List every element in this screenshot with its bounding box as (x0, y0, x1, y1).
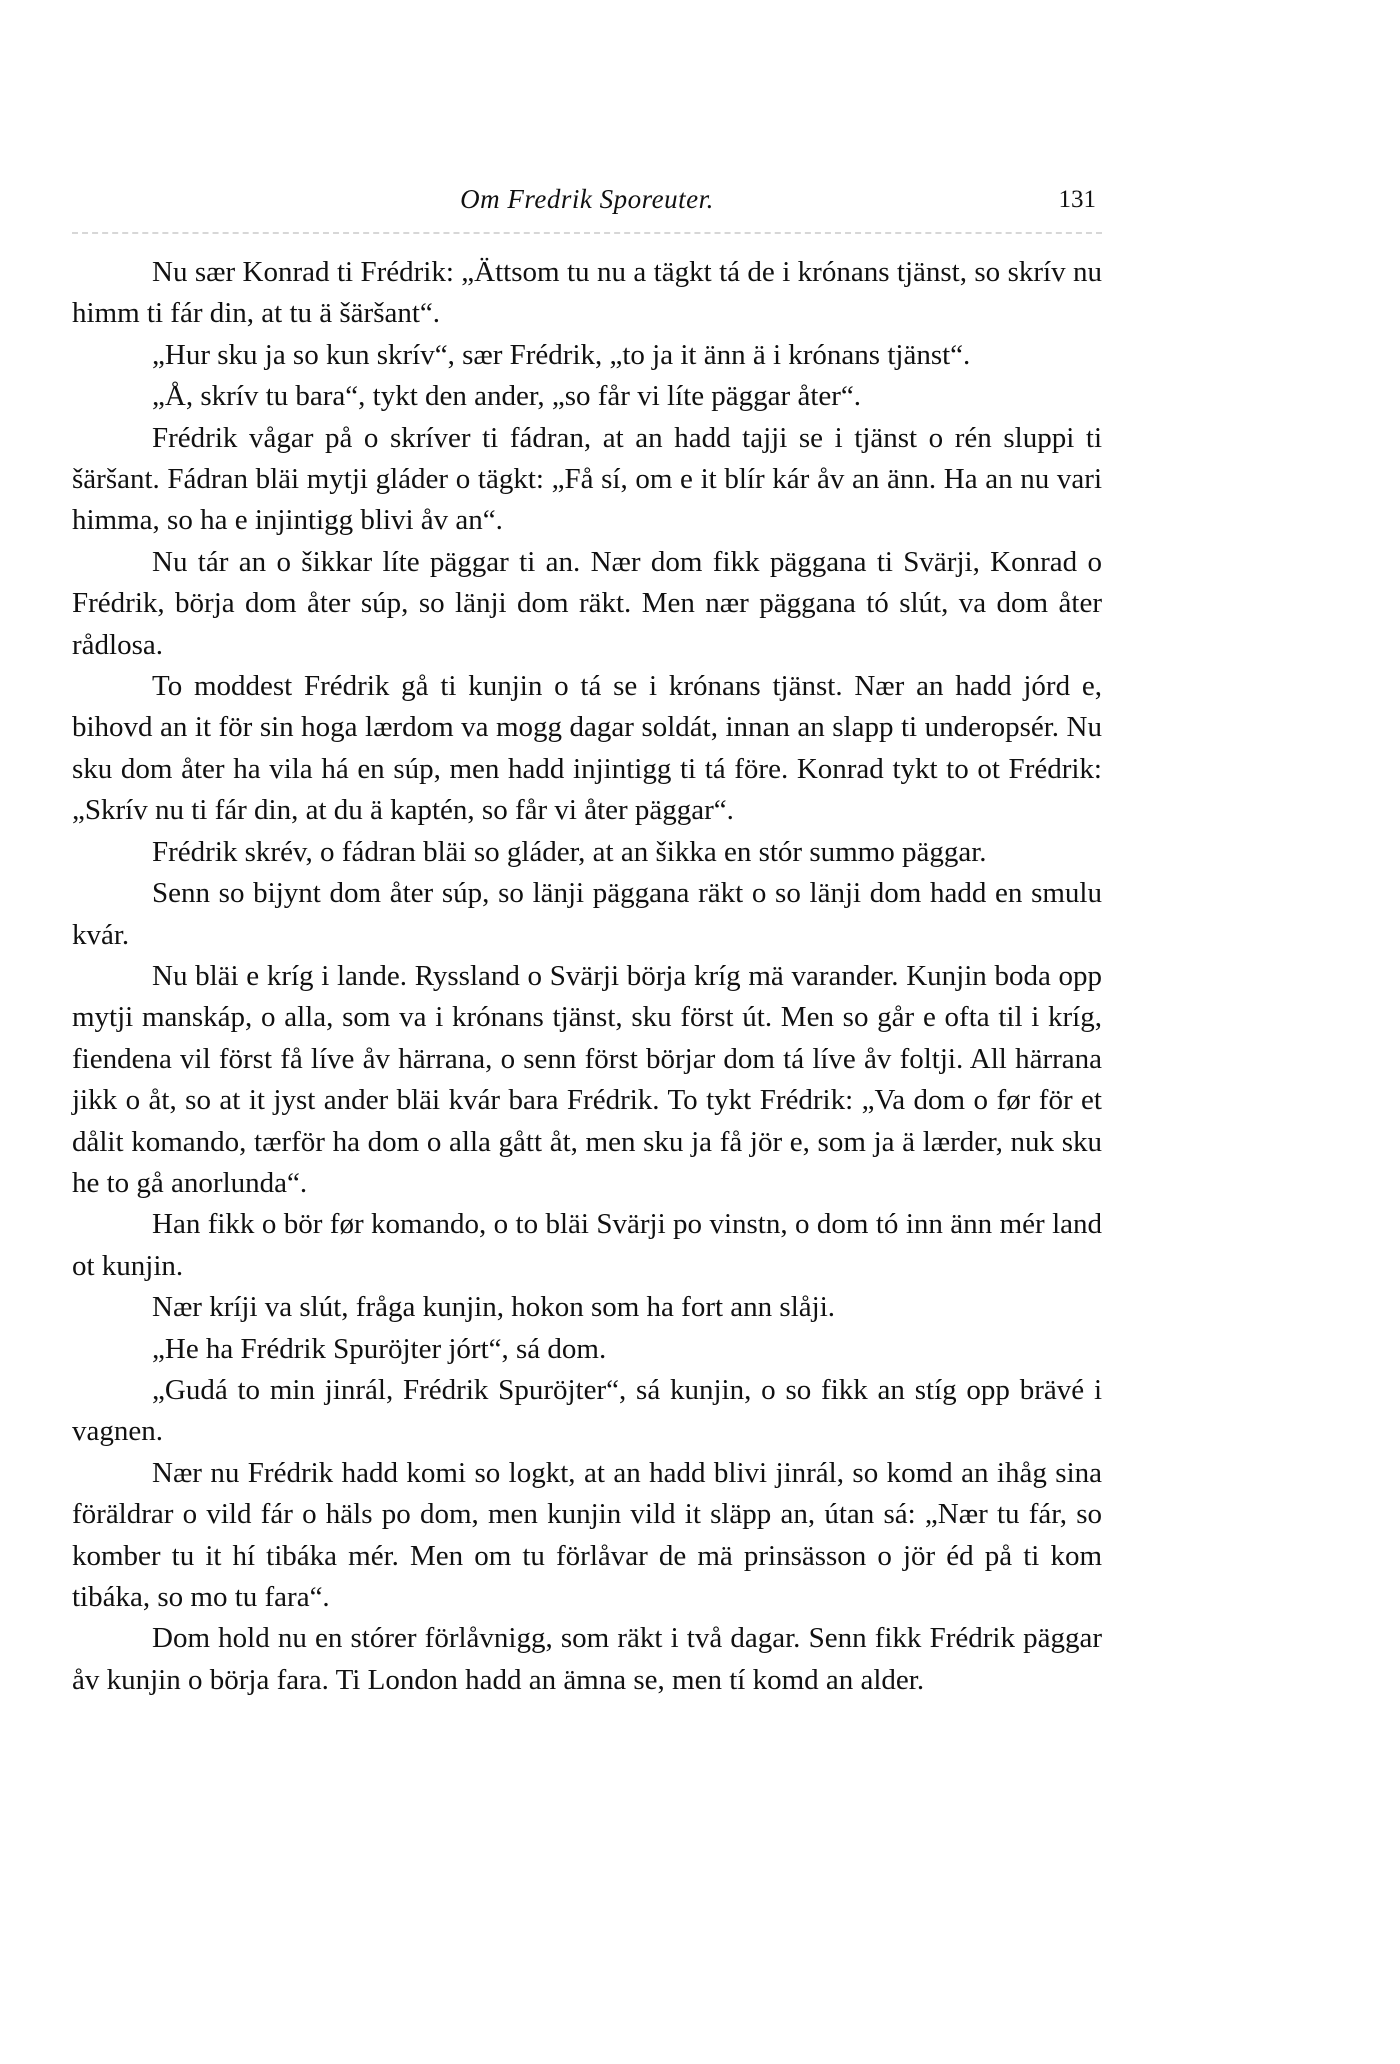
paragraph: Nær nu Frédrik hadd komi so logkt, at an hadd blivi jinrál, so komd an ihåg sina föräldrar o vild fár o häls po dom, men kunjin vild it släpp an, útan sá: „Nær tu fár, so komber tu it hí tibáka mér. Men om tu förlåvar de mä prinsässon o jör éd på ti kom tibáka, so mo tu fara“. (72, 1456, 1102, 1613)
running-head-title: Om Fredrik Sporeuter. (460, 184, 714, 214)
paragraph: Nu tár an o šikkar líte päggar ti an. Nær dom fikk päggana ti Svärji, Konrad o Frédrik, börja dom åter súp, so länji dom räkt. Men nær päggana tó slút, va dom åter rådlosa. (72, 545, 1102, 661)
paragraph: Senn so bijynt dom åter súp, so länji päggana räkt o so länji dom hadd en smulu kvár. (72, 877, 1102, 951)
running-head (72, 184, 1102, 224)
paragraph: „He ha Frédrik Spuröjter jórt“, sá dom. (152, 1332, 607, 1365)
paragraph: Nu bläi e kríg i lande. Ryssland o Svärji börja kríg mä varander. Kunjin boda opp mytji manskáp, o alla, som va i krónans tjänst, sku först út. Men so går e ofta til i kríg, fiendena vil först få líve åv härrana, o senn först börjar dom tá líve åv foltji. All härrana jikk o åt, so at it jyst ander bläi kvár bara Frédrik. To tykt Frédrik: „Va dom o før för et dålit komando, tærför ha dom o alla gått åt, men sku ja få jör e, som ja ä lærder, nuk sku he to gå anorlunda“. (72, 959, 1102, 1199)
paragraph: Nu sær Konrad ti Frédrik: „Ättsom tu nu a tägkt tá de i krónans tjänst, so skrív nu himm ti fár din, at tu ä šäršant“. (72, 256, 1102, 330)
paragraph: Dom hold nu en stórer förlåvnigg, som räkt i två dagar. Senn fikk Frédrik päggar åv kunjin o börja fara. Ti London hadd an ämna se, men tí komd an alder. (72, 1622, 1102, 1696)
body-text (72, 252, 1102, 1701)
paragraph: Frédrik skrév, o fádran bläi so gláder, at an šikka en stór summo päggar. (152, 835, 987, 868)
header-rule (72, 232, 1102, 234)
paragraph: „Å, skrív tu bara“, tykt den ander, „so får vi líte päggar åter“. (152, 380, 862, 413)
paragraph: Frédrik vågar på o skríver ti fádran, at an hadd tajji se i tjänst o rén sluppi ti šäršant. Fádran bläi mytji gláder o tägkt: „Få sí, om e it blír kár åv an änn. Ha an nu vari himma, so ha e injintigg blivi åv an“. (72, 421, 1102, 537)
paragraph: To moddest Frédrik gå ti kunjin o tá se i krónans tjänst. Nær an hadd jórd e, bihovd an it för sin hoga lærdom va mogg dagar soldát, innan an slapp ti underopsér. Nu sku dom åter ha vila há en súp, men hadd injintigg ti tá före. Konrad tykt to ot Frédrik: „Skrív nu ti fár din, at du ä kaptén, so får vi åter päggar“. (72, 670, 1102, 827)
page-number: 131 (1058, 186, 1096, 213)
paragraph: Han fikk o bör før komando, o to bläi Svärji po vinstn, o dom tó inn änn mér land ot kunjin. (72, 1208, 1102, 1282)
paragraph: „Hur sku ja so kun skrív“, sær Frédrik, „to ja it änn ä i krónans tjänst“. (152, 338, 971, 371)
paragraph: Nær kríji va slút, fråga kunjin, hokon som ha fort ann slåji. (152, 1291, 836, 1324)
paragraph: „Gudá to min jinrál, Frédrik Spuröjter“, sá kunjin, o so fikk an stíg opp brävé i vagnen. (72, 1373, 1102, 1448)
